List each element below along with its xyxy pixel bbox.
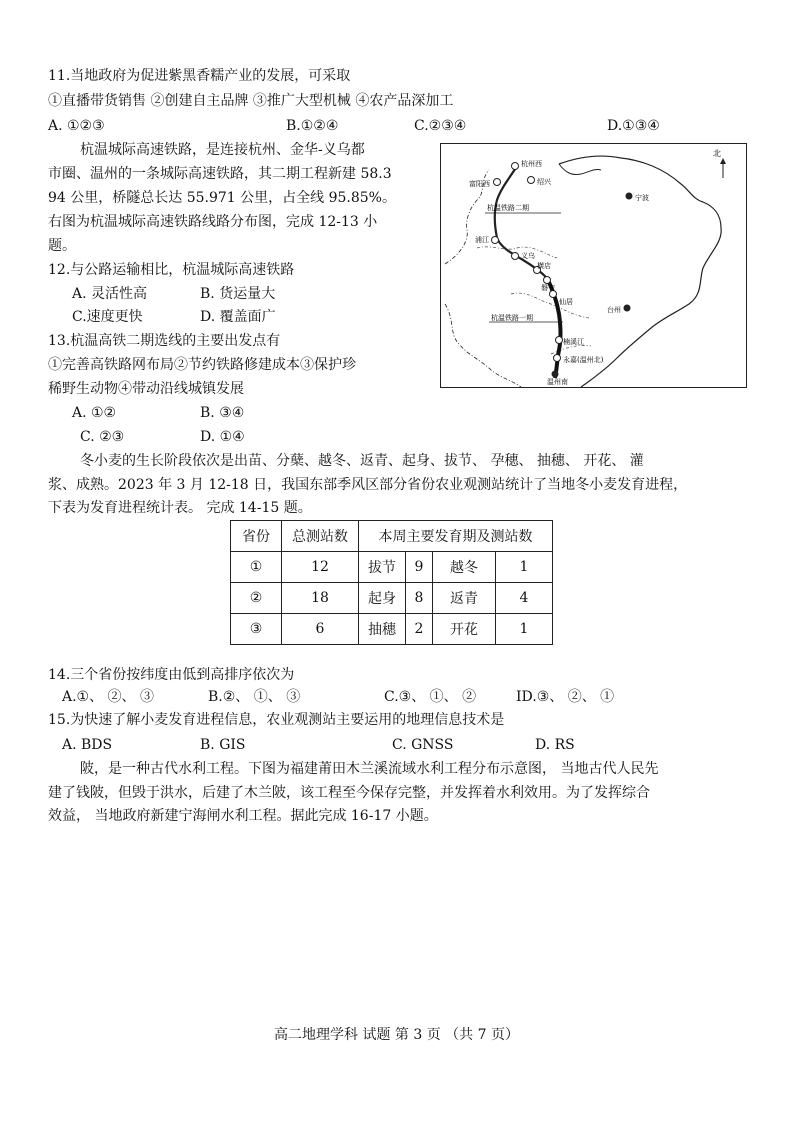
city-wenzhounan: 温州南 [547, 378, 568, 386]
intro-16-17-line-1: 陂，是一种古代水利工程。下图为福建莆田木兰溪流域水利工程分布示意图， 当地古代人民先 [80, 761, 659, 777]
q15-stem: 15.为快速了解小麦发育进程信息，农业观测站主要运用的地理信息技术是 [48, 712, 505, 728]
q12-option-c: C.速度更快 [72, 309, 143, 325]
intro-14-15-line-3: 下表为发育进程统计表。 完成 14-15 题。 [48, 500, 312, 516]
q13-option-a: A. ①② [72, 405, 117, 421]
table-header-row [231, 521, 553, 552]
q12-option-b: B. 货运量大 [200, 286, 276, 302]
intro-16-17-line-2: 建了钱陂，但毁于洪水，后建了木兰陂，该工程至今保存完整，并发挥着水利效用。为了发挥综合 [48, 785, 650, 801]
intro-12-13-line-3: 94 公里，桥隧总长达 55.971 公里，占全线 95.85%。 [48, 190, 396, 206]
intro-12-13-line-4: 右图为杭温城际高速铁路线路分布图，完成 12-13 小 [48, 214, 378, 230]
bay-outline [559, 164, 601, 175]
table-cell: 返青 [433, 583, 496, 614]
development-table [230, 520, 553, 645]
city-hangzhouxi: 杭州西 [521, 160, 542, 168]
intro-16-17-line-3: 效益， 当地政府新建宁海闸水利工程。据此完成 16-17 小题。 [48, 808, 438, 824]
q12-option-a: A. 灵活性高 [72, 286, 148, 302]
table-cell: 1 [496, 552, 553, 583]
q15-option-b: B. GIS [200, 737, 246, 753]
intro-12-13-line-1: 杭温城际高速铁路，是连接杭州、金华-义乌都 [80, 142, 365, 158]
page-footer: 高二地理学科 试题 第 3 页 （共 7 页） [274, 1027, 519, 1043]
header-province: 省份 [231, 521, 282, 552]
q13-stem: 13.杭温高铁二期选线的主要出发点有 [48, 333, 281, 349]
q14-stem: 14.三个省份按纬度由低到高排序依次为 [48, 667, 295, 683]
q15-option-a: A. BDS [62, 737, 113, 753]
q11-stem: 11.当地政府为促进紫黑香糯产业的发展，可采取 [48, 68, 351, 84]
city-ningbo: 宁波 [635, 194, 649, 202]
intro-14-15-line-2: 浆、成熟。2023 年 3 月 12-18 日，我国东部季风区部分省份农业观测站统计了当地冬小麦发育进程， [48, 477, 688, 493]
coastline [559, 156, 721, 387]
table-cell: 8 [406, 583, 433, 614]
table-cell: 拔节 [359, 552, 406, 583]
table-cell: 起身 [359, 583, 406, 614]
q13-option-d: D. ①④ [200, 429, 245, 445]
railway-map-svg [441, 144, 746, 387]
header-stage: 本周主要发育期及测站数 [359, 521, 553, 552]
q13-option-b: B. ③④ [200, 405, 245, 421]
city-yiwu: 义乌 [521, 252, 535, 260]
q13-option-c: C. ②③ [80, 429, 125, 445]
q15-option-d: D. RS [535, 737, 575, 753]
table-cell: 6 [282, 614, 359, 645]
table-cell: 2 [406, 614, 433, 645]
q12-option-d: D. 覆盖面广 [200, 309, 276, 325]
city-nanxijiang: 楠溪江 [563, 338, 584, 346]
q11-items: ①直播带货销售 ②创建自主品牌 ③推广大型机械 ④农产品深加工 [48, 93, 454, 109]
intro-12-13-line-5: 题。 [48, 238, 76, 254]
q11-option-a: A. ①②③ [48, 118, 105, 134]
table-cell: 12 [282, 552, 359, 583]
q11-option-c: C.②③④ [414, 118, 467, 134]
q13-items-line-2: 稀野生动物④带动沿线城镇发展 [48, 381, 244, 397]
label-phase-1: 杭温铁路一期 [491, 314, 533, 322]
table-cell: 越冬 [433, 552, 496, 583]
table-row [231, 552, 553, 583]
q11-option-b: B.①②④ [286, 118, 339, 134]
table-cell: 9 [406, 552, 433, 583]
city-pujiang: 浦江 [475, 236, 489, 244]
intro-14-15-line-1: 冬小麦的生长阶段依次是出苗、分蘖、越冬、返青、起身、拔节、 孕穗、 抽穗、 开花、 灌 [80, 453, 644, 469]
table-cell: 开花 [433, 614, 496, 645]
q14-option-c: C.③、 ①、 ② [384, 689, 477, 705]
city-panan: 磐安 [541, 284, 555, 292]
label-phase-2: 杭温铁路二期 [487, 204, 529, 212]
table-cell: 18 [282, 583, 359, 614]
q14-option-b: B.②、 ①、 ③ [208, 689, 301, 705]
intro-12-13-line-2: 市圈、温州的一条城际高速铁路，其二期工程新建 58.3 [48, 166, 392, 182]
table-row [231, 583, 553, 614]
railway-map [440, 143, 747, 388]
q12-stem: 12.与公路运输相比，杭温城际高速铁路 [48, 262, 295, 278]
north-label: 北 [713, 149, 721, 158]
city-hengdian: 横店 [537, 262, 551, 270]
table-cell: 抽穗 [359, 614, 406, 645]
q11-option-d: D.①③④ [607, 118, 660, 134]
table-cell: ③ [231, 614, 282, 645]
q13-items-line-1: ①完善高铁路网布局②节约铁路修建成本③保护珍 [48, 357, 356, 373]
table-cell: 4 [496, 583, 553, 614]
city-yongjia: 永嘉(温州北) [563, 356, 604, 364]
city-xianju: 仙居 [559, 298, 573, 306]
q14-option-a: A.①、 ②、 ③ [62, 689, 155, 705]
header-total-stations: 总测站数 [282, 521, 359, 552]
city-fuyangxi: 富阳西 [469, 180, 490, 188]
q14-option-d: ID.③、 ②、 ① [516, 689, 615, 705]
city-taizhou: 台州 [607, 306, 621, 314]
city-shaoxing: 绍兴 [537, 178, 551, 186]
table-cell: 1 [496, 614, 553, 645]
q15-option-c: C. GNSS [392, 737, 454, 753]
table-cell: ② [231, 583, 282, 614]
table-cell: ① [231, 552, 282, 583]
table-row [231, 614, 553, 645]
boundary-line [445, 170, 521, 387]
